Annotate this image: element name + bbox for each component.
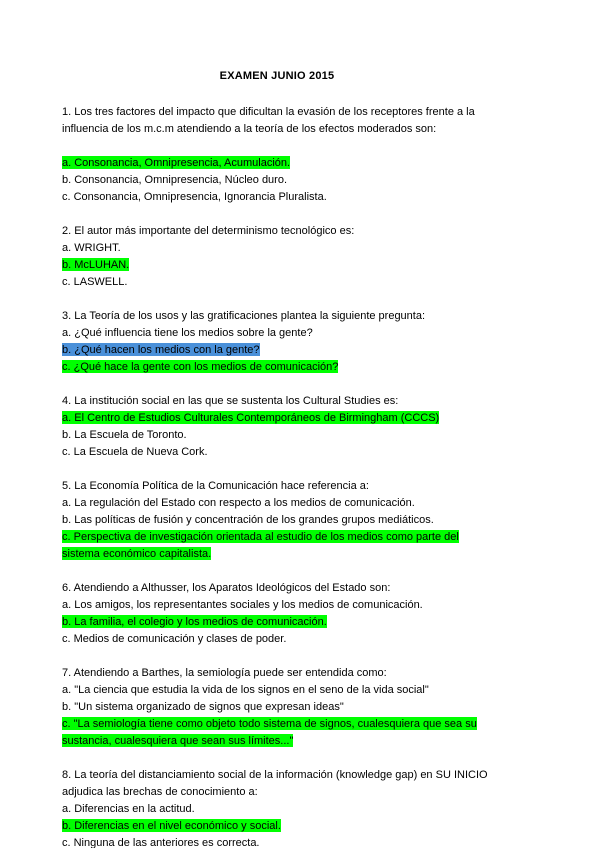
highlighted-answer-text: c. Perspectiva de investigación orientada al estudio de los medios como parte del sistema económico capitalista. xyxy=(62,531,459,560)
page-title: EXAMEN JUNIO 2015 xyxy=(219,70,335,82)
question-stem: 3. La Teoría de los usos y las gratificaciones plantea la siguiente pregunta: xyxy=(62,310,426,322)
answer-text: a. ¿Qué influencia tiene los medios sobre la gente? xyxy=(62,327,313,339)
answer-option[interactable] xyxy=(62,410,492,427)
answer-text: a. Diferencias en la actitud. xyxy=(62,803,195,815)
answer-option[interactable] xyxy=(62,359,492,376)
question-block xyxy=(62,665,492,750)
answer-option[interactable] xyxy=(62,240,492,257)
answer-option[interactable] xyxy=(62,835,492,848)
question-block xyxy=(62,767,492,848)
question-block xyxy=(62,478,492,563)
highlighted-answer-text: c. "La semiología tiene como objeto todo sistema de signos, cualesquiera que sea su sustancia, cualesquiera que sean sus límites..." xyxy=(62,718,477,747)
answer-option[interactable] xyxy=(62,818,492,835)
stem-spacer xyxy=(62,138,492,155)
answer-option[interactable] xyxy=(62,716,492,750)
highlighted-answer-text: b. Diferencias en el nivel económico y social. xyxy=(62,820,281,832)
question-list xyxy=(62,104,492,848)
highlighted-answer-text: a. Consonancia, Omnipresencia, Acumulación. xyxy=(62,157,291,169)
option-list xyxy=(62,410,492,461)
question-block xyxy=(62,223,492,291)
answer-option[interactable] xyxy=(62,682,492,699)
answer-text: a. WRIGHT. xyxy=(62,242,121,254)
answer-option[interactable] xyxy=(62,495,492,512)
question-block xyxy=(62,393,492,461)
answer-option[interactable] xyxy=(62,801,492,818)
answer-option[interactable] xyxy=(62,257,492,274)
answer-option[interactable] xyxy=(62,427,492,444)
answer-option[interactable] xyxy=(62,342,492,359)
question-block xyxy=(62,308,492,376)
answer-text: b. Consonancia, Omnipresencia, Núcleo duro. xyxy=(62,174,288,186)
answer-text: b. Las políticas de fusión y concentración de los grandes grupos mediáticos. xyxy=(62,514,434,526)
option-list xyxy=(62,325,492,376)
option-list xyxy=(62,240,492,291)
answer-text: a. "La ciencia que estudia la vida de los signos en el seno de la vida social" xyxy=(62,684,429,696)
option-list xyxy=(62,801,492,848)
highlighted-answer-text: b. ¿Qué hacen los medios con la gente? xyxy=(62,344,260,356)
answer-option[interactable] xyxy=(62,597,492,614)
answer-option[interactable] xyxy=(62,189,492,206)
answer-option[interactable] xyxy=(62,699,492,716)
answer-text: c. Medios de comunicación y clases de poder. xyxy=(62,633,287,645)
option-list xyxy=(62,682,492,750)
answer-option[interactable] xyxy=(62,444,492,461)
question-stem: 1. Los tres factores del impacto que dificultan la evasión de los receptores frente a la influencia de los m.c.m atendiendo a la teoría de los efectos moderados son: xyxy=(62,106,475,135)
answer-text: b. "Un sistema organizado de signos que expresan ideas" xyxy=(62,701,344,713)
answer-option[interactable] xyxy=(62,614,492,631)
question-stem: 5. La Economía Política de la Comunicación hace referencia a: xyxy=(62,480,369,492)
highlighted-answer-text: a. El Centro de Estudios Culturales Contemporáneos de Birmingham (CCCS) xyxy=(62,412,440,424)
question-stem: 7. Atendiendo a Barthes, la semiología puede ser entendida como: xyxy=(62,667,387,679)
answer-option[interactable] xyxy=(62,172,492,189)
answer-option[interactable] xyxy=(62,325,492,342)
question-stem: 2. El autor más importante del determinismo tecnológico es: xyxy=(62,225,355,237)
option-list xyxy=(62,597,492,648)
question-stem: 8. La teoría del distanciamiento social de la información (knowledge gap) en SU INICIO adjudica las brechas de conocimiento a: xyxy=(62,769,488,798)
answer-option[interactable] xyxy=(62,529,492,563)
highlighted-answer-text: b. La familia, el colegio y los medios de comunicación. xyxy=(62,616,327,628)
answer-text: c. LASWELL. xyxy=(62,276,128,288)
highlighted-answer-text: c. ¿Qué hace la gente con los medios de comunicación? xyxy=(62,361,339,373)
highlighted-answer-text: b. McLUHAN. xyxy=(62,259,130,271)
answer-text: a. Los amigos, los representantes sociales y los medios de comunicación. xyxy=(62,599,423,611)
answer-text: a. La regulación del Estado con respecto a los medios de comunicación. xyxy=(62,497,415,509)
question-stem: 4. La institución social en las que se sustenta los Cultural Studies es: xyxy=(62,395,399,407)
question-block xyxy=(62,580,492,648)
question-stem: 6. Atendiendo a Althusser, los Aparatos Ideológicos del Estado son: xyxy=(62,582,391,594)
answer-option[interactable] xyxy=(62,155,492,172)
answer-option[interactable] xyxy=(62,631,492,648)
option-list xyxy=(62,495,492,563)
answer-text: c. Consonancia, Omnipresencia, Ignorancia Pluralista. xyxy=(62,191,327,203)
document-body xyxy=(62,68,492,848)
answer-text: b. La Escuela de Toronto. xyxy=(62,429,187,441)
question-block xyxy=(62,104,492,206)
answer-text: c. La Escuela de Nueva Cork. xyxy=(62,446,208,458)
answer-text: c. Ninguna de las anteriores es correcta. xyxy=(62,837,260,848)
option-list xyxy=(62,155,492,206)
answer-option[interactable] xyxy=(62,274,492,291)
answer-option[interactable] xyxy=(62,512,492,529)
